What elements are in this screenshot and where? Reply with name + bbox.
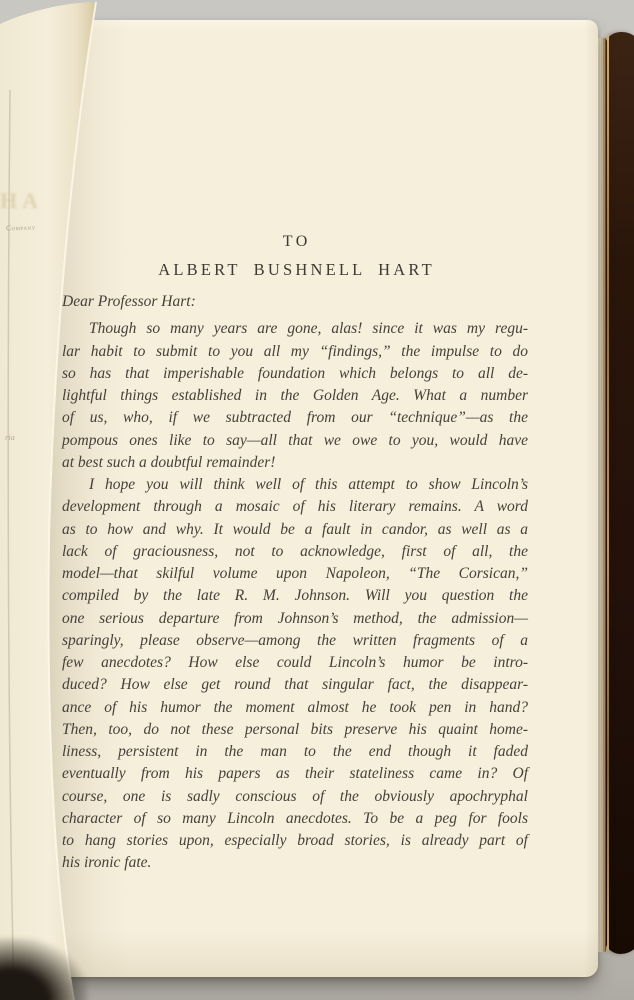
gilt-border-line	[607, 35, 609, 951]
text-line: so has that imperishable foundation which belongs to all de-	[62, 364, 528, 382]
text-line: his ironic fate.	[62, 854, 152, 872]
dedication-to: TO	[282, 233, 311, 250]
text-line: one serious departure from Johnson’s method, the admission—	[62, 609, 528, 627]
text-line: as to how and why. It would be a fault in candor, as well as a	[62, 520, 528, 538]
text-line: lar habit to submit to you all my “findings,” the impulse to do	[62, 342, 528, 360]
text-block	[62, 20, 528, 875]
page-pile-shadow	[0, 938, 88, 1000]
curl-page-face	[0, 2, 96, 1000]
text-line: development through a mosaic of his literary remains. A word	[62, 498, 528, 516]
dedication-name: ALBERT BUSHNELL HART	[158, 260, 435, 279]
text-line: sparingly, please observe—among the written fragments of a	[62, 631, 528, 649]
text-line: model—that skilful volume upon Napoleon, “The Corsican,”	[62, 565, 528, 582]
text-line: to hang stories upon, especially broad stories, is already part of	[62, 832, 528, 849]
text-line: of us, who, if we subtracted from our “technique”—as the	[62, 409, 528, 427]
book-page	[30, 20, 598, 977]
ghost-text-imprint: Company	[5, 222, 36, 233]
text-line: I hope you will think well of this attempt to show Lincoln’s	[89, 476, 528, 493]
text-line: lightful things established in the Golden Age. What a number	[62, 387, 528, 404]
text-line: compiled by the late R. M. Johnson. Will you question the	[62, 587, 528, 605]
text-line: liness, persistent in the man to the end though it faded	[62, 743, 528, 760]
ghost-text-fragment: ria	[5, 432, 15, 442]
text-line: pompous ones like to say—all that we owe to you, would have	[62, 431, 528, 449]
text-line: eventually from his papers as their stateliness came in? Of	[62, 765, 528, 783]
page-edges	[597, 38, 606, 952]
previous-page-curl	[0, 0, 110, 1000]
dedication-body	[62, 318, 528, 874]
salutation: Dear Professor Hart:	[62, 293, 196, 310]
text-line: course, one is sadly conscious of the obviously apochryphal	[62, 787, 528, 805]
text-line: Then, too, do not these personal bits preserve his quaint home-	[62, 720, 528, 738]
text-line: Though so many years are gone, alas! since it was my regu-	[89, 320, 528, 338]
text-line: at best such a doubtful remainder!	[62, 453, 276, 471]
text-line: few anecdotes? How else could Lincoln’s humor be intro-	[62, 654, 528, 671]
ghost-text-initials: HA	[0, 188, 43, 213]
text-line: duced? How else get round that singular fact, the disappear-	[62, 676, 528, 694]
text-line: ance of his humor the moment almost he took pen in hand?	[62, 698, 528, 716]
text-line: lack of graciousness, not to acknowledge, first of all, the	[62, 542, 528, 560]
book-cover-edge	[604, 32, 634, 954]
text-line: character of so many Lincoln anecdotes. To be a peg for fools	[62, 809, 528, 827]
